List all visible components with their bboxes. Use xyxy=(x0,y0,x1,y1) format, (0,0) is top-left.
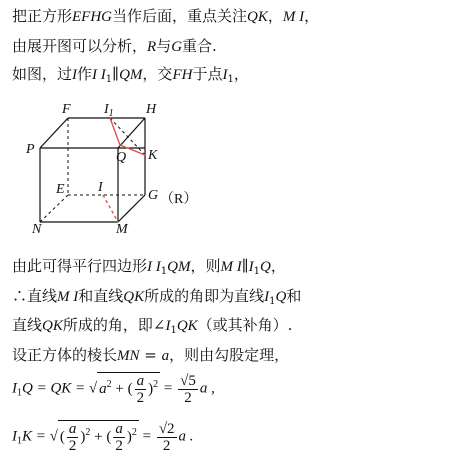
label-N: N xyxy=(32,222,42,237)
text: 和直线 xyxy=(78,287,124,305)
math: Q = QK = xyxy=(22,380,89,397)
text-line-6 xyxy=(12,315,292,341)
math: = xyxy=(160,380,177,397)
text: 于点 xyxy=(192,65,223,83)
fraction xyxy=(67,421,79,454)
subscript: 1 xyxy=(17,387,22,399)
math: ( xyxy=(59,428,65,445)
red-IM xyxy=(103,195,118,222)
label-M: M xyxy=(116,222,128,237)
text: 设正方体的棱长 xyxy=(12,346,118,364)
math: QK xyxy=(247,9,268,25)
superscript: 2 xyxy=(131,426,137,438)
text: 如图，过 xyxy=(12,65,73,83)
text-line-7 xyxy=(12,345,289,366)
math: M I xyxy=(282,9,305,25)
text: ，则由勾股定理， xyxy=(169,346,290,364)
math: QM xyxy=(119,67,143,83)
text: ， xyxy=(304,7,320,25)
label-K: K xyxy=(148,148,158,163)
math: a xyxy=(99,380,107,397)
fraction xyxy=(157,421,177,454)
label-I1-main: I xyxy=(104,102,109,117)
fraction xyxy=(178,373,198,406)
math: MN xyxy=(117,348,140,364)
fraction xyxy=(113,421,125,454)
math: ∥ xyxy=(112,65,120,83)
text: 重合. xyxy=(182,37,217,55)
math: M I xyxy=(220,259,242,275)
text: ∴直线 xyxy=(12,287,58,305)
edge-PF xyxy=(40,118,68,148)
label-Q: Q xyxy=(116,150,127,165)
math: QK xyxy=(123,289,145,305)
numerator: √2 xyxy=(158,420,175,437)
red-I1Q xyxy=(110,118,120,145)
denominator: 2 xyxy=(162,437,171,454)
math: = xyxy=(138,428,155,445)
math: G xyxy=(171,39,183,55)
math: I xyxy=(248,259,254,275)
text: 所成的角，即 xyxy=(62,316,153,334)
text: 所成的角即为直线 xyxy=(144,287,265,305)
subscript: 1 xyxy=(227,74,234,85)
hidden-NE xyxy=(40,195,68,222)
numerator: a xyxy=(68,421,77,437)
math: EFHG xyxy=(72,9,113,25)
sqrt-body xyxy=(58,420,139,454)
superscript: 2 xyxy=(106,378,112,390)
math: I xyxy=(264,289,270,305)
math: I xyxy=(12,380,17,397)
label-I: I xyxy=(98,180,103,195)
label-P: P xyxy=(26,142,35,157)
denominator: 2 xyxy=(115,438,123,454)
text: ， xyxy=(270,257,286,275)
formula-2 xyxy=(12,420,194,454)
denominator: 2 xyxy=(184,389,192,406)
math: Q xyxy=(260,259,271,275)
math: I xyxy=(12,428,17,445)
math: R xyxy=(147,39,157,55)
math: Q xyxy=(275,289,287,305)
subscript: 1 xyxy=(269,296,276,307)
math: ) xyxy=(126,428,132,445)
math: I I xyxy=(147,259,161,275)
sqrt-symbol: √ xyxy=(88,380,98,397)
superscript: 2 xyxy=(85,426,91,438)
label-R: （R） xyxy=(160,192,198,207)
numerator: a xyxy=(115,421,123,437)
numerator: √5 xyxy=(180,372,196,389)
label-G: G xyxy=(148,188,159,203)
formula-1 xyxy=(12,372,215,406)
subscript: 1 xyxy=(160,266,168,277)
text: （或其补角）. xyxy=(197,316,293,334)
label-I1-sub: 1 xyxy=(108,108,114,119)
denominator: 2 xyxy=(68,438,77,454)
text: 由展开图可以分析， xyxy=(12,37,148,55)
label-I1 xyxy=(104,102,114,119)
text: ，则 xyxy=(190,257,221,275)
text: ， xyxy=(267,7,283,25)
text: 把正方形 xyxy=(12,7,73,25)
math: ) xyxy=(148,380,154,397)
subscript: 1 xyxy=(253,266,261,277)
math: a xyxy=(161,348,170,364)
label-E: E xyxy=(56,182,65,197)
math: I xyxy=(222,67,228,83)
text-line-4 xyxy=(12,256,286,282)
subscript: 1 xyxy=(170,325,177,336)
text-line-5 xyxy=(12,286,301,312)
edge-diag xyxy=(118,118,145,148)
math: I xyxy=(72,67,78,83)
text: 直线 xyxy=(12,316,43,334)
edge-MG xyxy=(118,195,145,222)
math: + ( xyxy=(90,428,112,445)
text: 与 xyxy=(156,37,172,55)
math: FH xyxy=(172,67,193,83)
text: ， xyxy=(233,65,249,83)
superscript: 2 xyxy=(153,378,159,390)
math: ∠I xyxy=(152,318,171,334)
subscript: 1 xyxy=(17,435,22,447)
text: ，交 xyxy=(142,65,173,83)
text: 由此可得平行四边形 xyxy=(12,257,148,275)
math: a , xyxy=(199,380,215,397)
text: 作 xyxy=(77,65,93,83)
sqrt-symbol: √ xyxy=(49,428,58,445)
text: 和 xyxy=(286,287,302,305)
math: QM xyxy=(167,259,191,275)
math: I I xyxy=(92,67,106,83)
subscript: 1 xyxy=(105,74,113,85)
math: K = xyxy=(22,428,50,445)
label-H: H xyxy=(146,102,157,117)
math: ∥ xyxy=(241,257,249,275)
fraction xyxy=(135,373,147,406)
math: QK xyxy=(176,318,198,334)
math: + ( xyxy=(111,380,133,397)
text: 当作后面，重点关注 xyxy=(112,7,248,25)
label-F: F xyxy=(62,102,71,117)
math: M I xyxy=(57,289,79,305)
math: a . xyxy=(178,428,194,445)
numerator: a xyxy=(136,373,145,389)
math: ) xyxy=(80,428,86,445)
denominator: 2 xyxy=(136,390,145,406)
math: = xyxy=(139,346,162,364)
sqrt-body xyxy=(97,372,160,406)
math: QK xyxy=(42,318,63,334)
